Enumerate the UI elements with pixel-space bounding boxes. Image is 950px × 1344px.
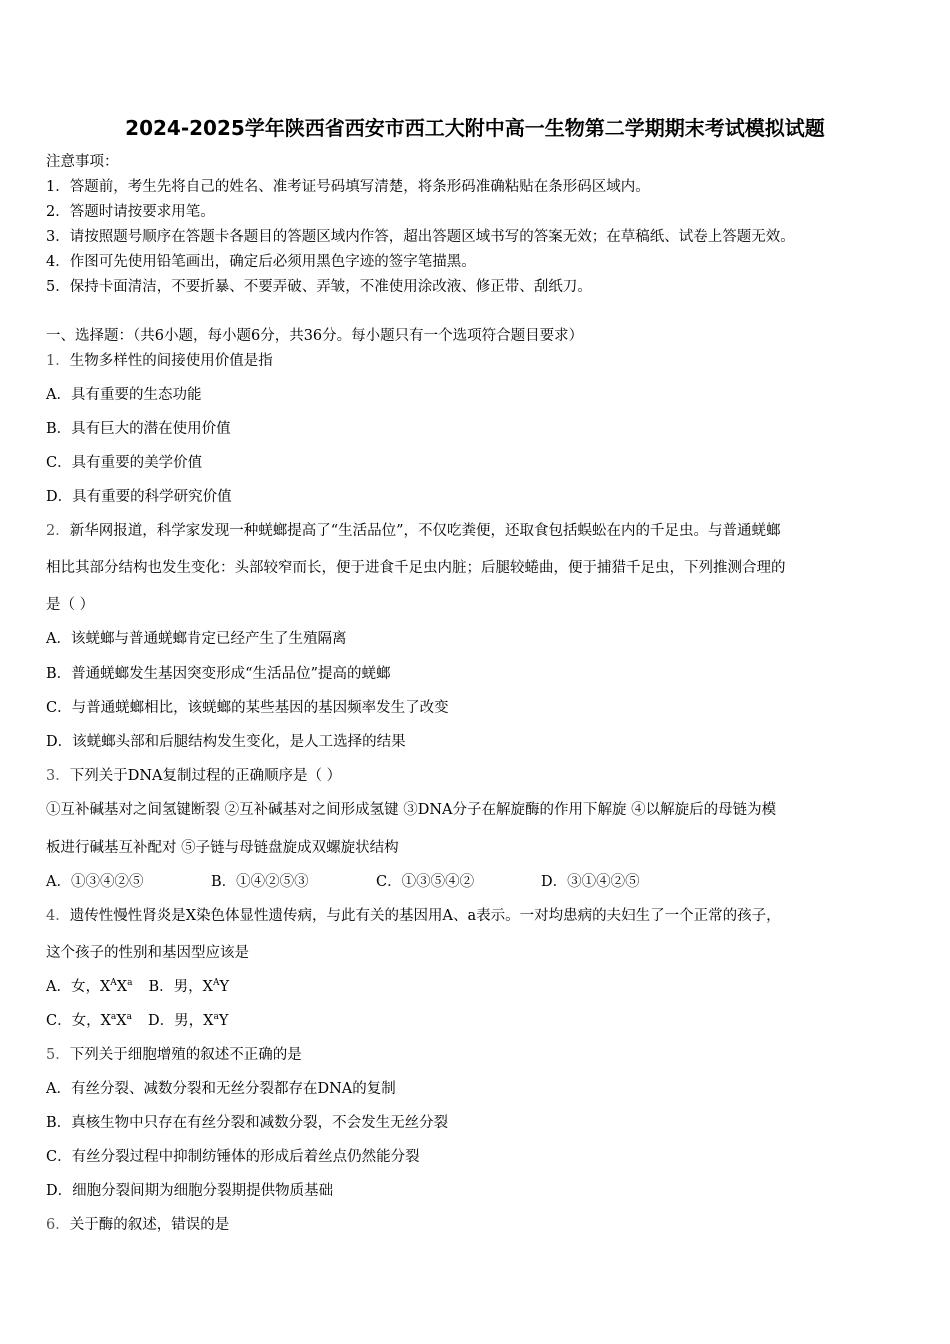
notice-item: 4．作图可先使用铅笔画出，确定后必须用黑色字迹的签字笔描黑。 (46, 254, 476, 270)
q5-option-c: C．有丝分裂过程中抑制纺锤体的形成后着丝点仍然能分裂 (46, 1149, 420, 1165)
question-4-stem (46, 906, 781, 926)
page-title: 2024-2025学年陕西省西安市西工大附中高一生物第二学期期末考试模拟试题 (125, 116, 825, 140)
question-text: 新华网报道，科学家发现一种蜣螂提高了“生活品位”，不仅吃粪便，还取食包括蜈蚣在内的千足虫。与普通蜣螂 (69, 523, 781, 539)
question-3-steps-line1: ①互补碱基对之间氢键断裂 ②互补碱基对之间形成氢键 ③DNA分子在解旋酶的作用下解旋 ④以解旋后的母链为模 (46, 802, 777, 818)
question-3-steps-line2: 板进行碱基互补配对 ⑤子链与母链盘旋成双螺旋状结构 (46, 840, 399, 856)
q1-option-c: C．具有重要的美学价值 (46, 455, 203, 471)
q2-option-c: C．与普通蜣螂相比，该蜣螂的某些基因的基因频率发生了改变 (46, 700, 449, 716)
q4-option-b: B．男，$X^AY$ (148, 978, 230, 995)
q5-option-a: A．有丝分裂、减数分裂和无丝分裂都存在DNA的复制 (46, 1081, 396, 1097)
q1-option-a: A．具有重要的生态功能 (46, 387, 202, 403)
notice-item: 1．答题前，考生先将自己的姓名、准考证号码填写清楚，将条形码准确粘贴在条形码区域内。 (46, 179, 650, 195)
q5-option-b: B．真核生物中只存在有丝分裂和减数分裂，不会发生无丝分裂 (46, 1115, 449, 1131)
question-text: 下列关于DNA复制过程的正确顺序是（ ） (69, 768, 342, 784)
notice-heading: 注意事项： (46, 154, 119, 170)
question-2-stem-line2: 相比其部分结构也发生变化：头部较窄而长，便于进食千足虫内脏；后腿较蜷曲，便于捕猎千足虫，下列推测合理的 (46, 560, 786, 576)
q2-option-b: B．普通蜣螂发生基因突变形成“生活品位”提高的蜣螂 (46, 666, 391, 682)
question-number: 4． (46, 908, 70, 924)
q4-option-a: A．女，$X^AX^a$ (46, 978, 133, 995)
q2-option-d: D．该蜣螂头部和后腿结构发生变化，是人工选择的结果 (46, 734, 406, 750)
notice-item: 3．请按照题号顺序在答题卡各题目的答题区域内作答，超出答题区域书写的答案无效；在草稿纸、试卷上答题无效。 (46, 229, 795, 245)
q4-options-row2 (46, 1011, 228, 1031)
q5-option-d: D．细胞分裂间期为细胞分裂期提供物质基础 (46, 1183, 334, 1199)
question-text: 关于酶的叙述，错误的是 (69, 1217, 230, 1233)
question-number: 6． (46, 1217, 70, 1233)
question-number: 2． (46, 523, 70, 539)
question-number: 5． (46, 1047, 70, 1063)
question-2-stem-line3: 是（ ） (46, 597, 95, 613)
question-number: 1． (46, 353, 70, 369)
q4-option-d: D．男，$X^aY$ (148, 1012, 229, 1029)
question-text: 遗传性慢性肾炎是X染色体显性遗传病，与此有关的基因用A、a表示。一对均患病的夫妇生了一个正常的孩子， (69, 908, 781, 924)
question-4-stem-line2: 这个孩子的性别和基因型应该是 (46, 945, 249, 961)
q4-option-c: C．女，$X^aX^a$ (46, 1012, 132, 1029)
q1-option-d: D．具有重要的科学研究价值 (46, 489, 232, 505)
notice-item: 5．保持卡面清洁，不要折暴、不要弄破、弄皱，不准使用涂改液、修正带、刮纸刀。 (46, 279, 592, 295)
question-5-stem (46, 1045, 302, 1065)
question-text: 生物多样性的间接使用价值是指 (69, 353, 273, 369)
q3-option-b: B．①④②⑤③ (211, 874, 309, 890)
section-heading: 一、选择题：（共6小题，每小题6分，共36分。每小题只有一个选项符合题目要求） (46, 328, 584, 344)
question-2-stem (46, 521, 781, 541)
q1-option-b: B．具有巨大的潜在使用价值 (46, 421, 231, 437)
question-number: 3． (46, 768, 70, 784)
notice-item: 2．答题时请按要求用笔。 (46, 204, 215, 220)
q3-option-c: C．①③⑤④② (376, 874, 475, 890)
question-text: 下列关于细胞增殖的叙述不正确的是 (69, 1047, 302, 1063)
q3-option-a: A．①③④②⑤ (46, 874, 144, 890)
question-3-stem (46, 766, 341, 786)
q3-options (46, 872, 640, 892)
question-1-stem (46, 351, 273, 371)
q3-option-d: D．③①④②⑤ (541, 874, 640, 890)
question-6-stem (46, 1215, 229, 1235)
q2-option-a: A．该蜣螂与普通蜣螂肯定已经产生了生殖隔离 (46, 631, 347, 647)
q4-options-row1 (46, 977, 229, 997)
